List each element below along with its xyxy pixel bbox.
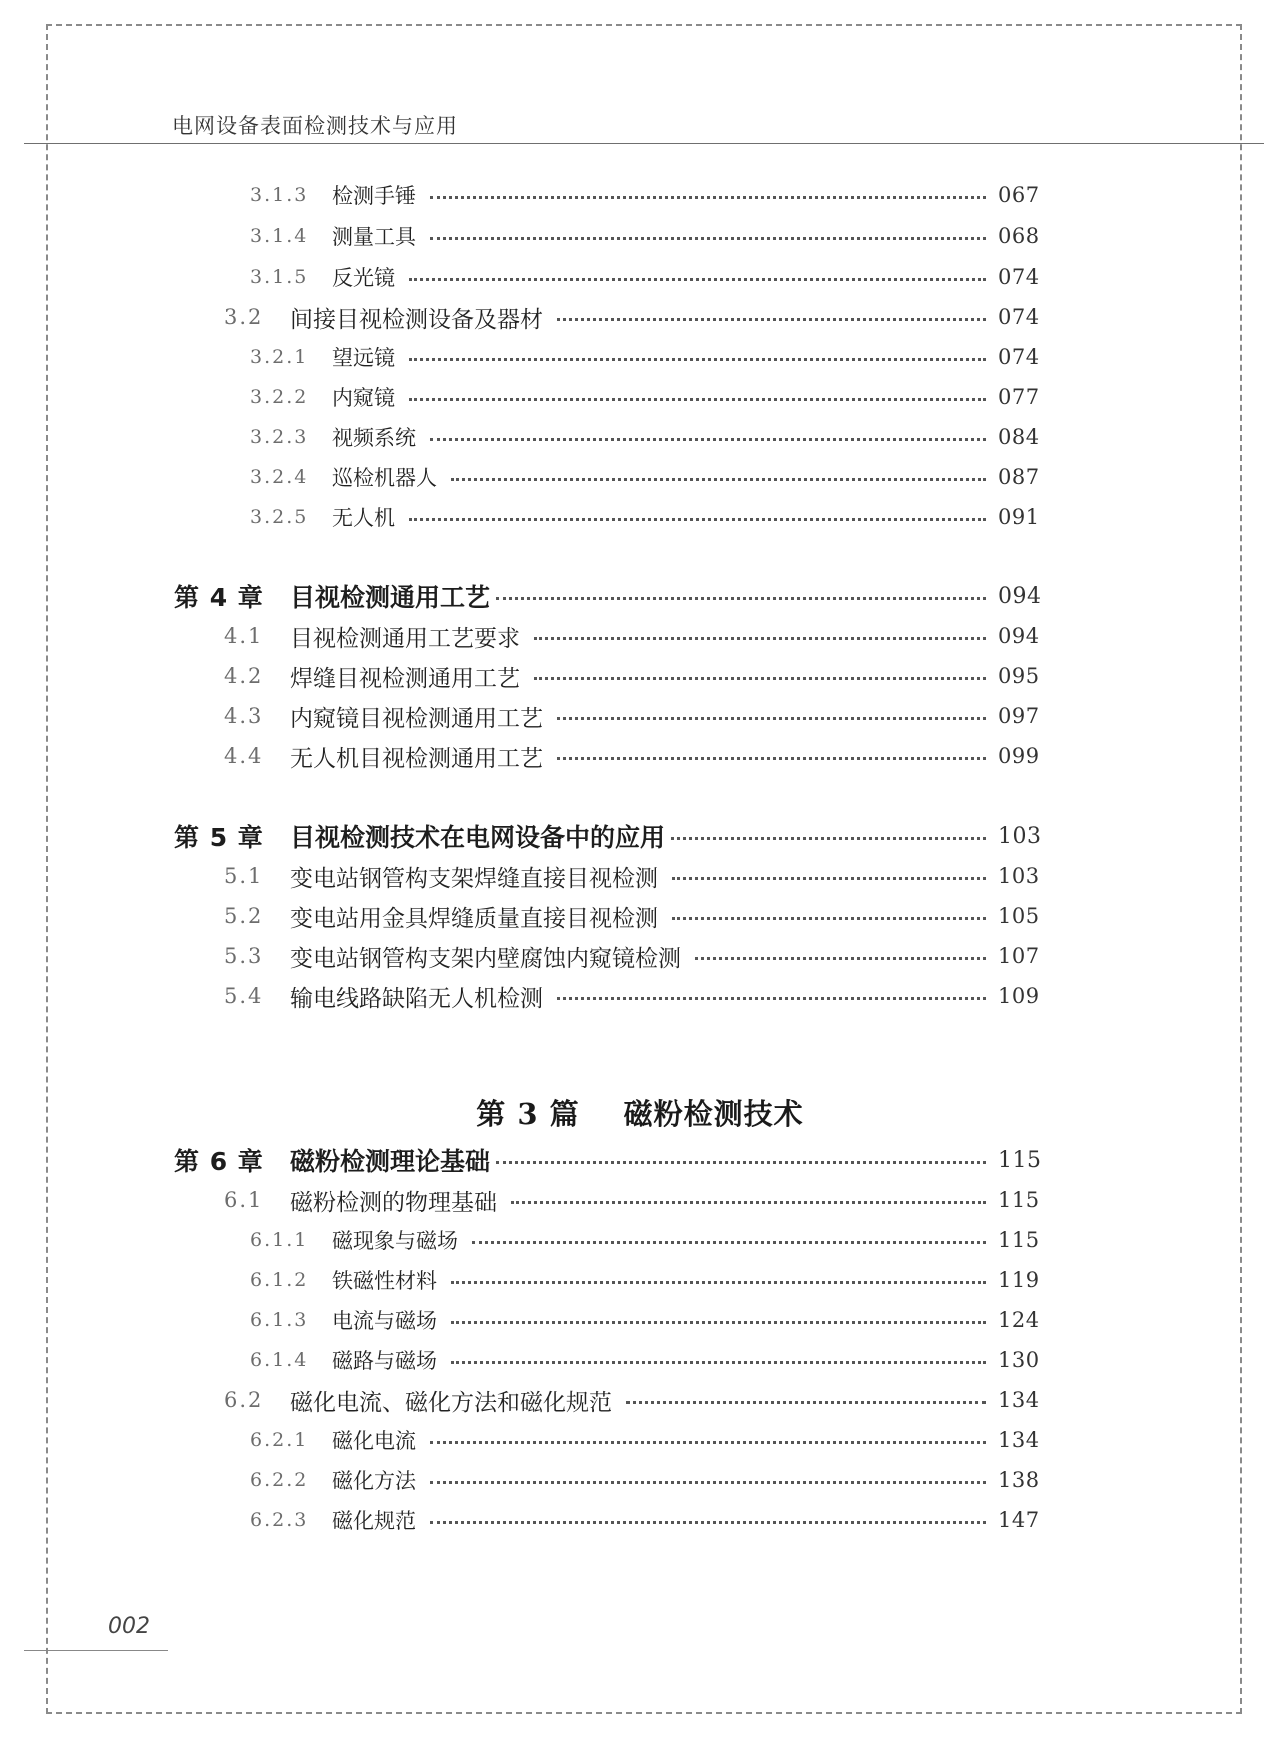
dot-leader [534, 637, 986, 640]
toc-entry-title: 磁现象与磁场 [332, 1229, 458, 1253]
dot-leader [557, 757, 986, 760]
toc-entry-title: 焊缝目视检测通用工艺 [290, 665, 520, 692]
toc-entry-page: 134 [998, 1388, 1040, 1412]
toc-entry-number: 3.1.5 [250, 266, 309, 288]
toc-entry-number: 第 5 章 [174, 823, 264, 852]
dot-leader [409, 278, 986, 281]
toc-entry[interactable] [0, 219, 1280, 253]
toc-entry-title: 目视检测技术在电网设备中的应用 [290, 823, 666, 852]
toc-entry-title: 磁化电流 [332, 1429, 416, 1453]
toc-entry[interactable] [0, 619, 1280, 653]
toc-entry-number: 5.3 [224, 944, 264, 968]
toc-entry-page: 067 [998, 183, 1040, 207]
toc-entry-number: 5.2 [224, 904, 264, 928]
toc-entry-page: 134 [998, 1428, 1040, 1452]
toc-entry-title: 变电站用金具焊缝质量直接目视检测 [290, 905, 658, 932]
toc-entry-page: 077 [998, 385, 1040, 409]
toc-entry-page: 124 [998, 1308, 1040, 1332]
toc-entry-title: 反光镜 [332, 266, 395, 290]
toc-entry[interactable] [0, 260, 1280, 294]
toc-entry-number: 3.2.5 [250, 506, 309, 528]
toc-entry-number: 6.2.1 [250, 1429, 309, 1451]
dot-leader [496, 1161, 986, 1164]
toc-entry-number: 6.2 [224, 1388, 264, 1412]
toc-chapter-entry[interactable] [0, 819, 1280, 853]
dot-leader [672, 877, 986, 880]
dot-leader [496, 597, 986, 600]
toc-entry-number: 3.2.4 [250, 466, 309, 488]
dot-leader [534, 677, 986, 680]
toc-entry[interactable] [0, 1383, 1280, 1417]
toc-entry-number: 6.1 [224, 1188, 264, 1212]
toc-entry-number: 3.1.4 [250, 225, 309, 247]
dot-leader [430, 1441, 986, 1444]
toc-entry-title: 磁路与磁场 [332, 1349, 437, 1373]
dot-leader [430, 1521, 986, 1524]
dot-leader [472, 1241, 986, 1244]
toc-entry[interactable] [0, 1223, 1280, 1257]
dot-leader [695, 957, 986, 960]
toc-entry-page: 097 [998, 704, 1040, 728]
toc-entry-page: 099 [998, 744, 1040, 768]
toc-entry[interactable] [0, 460, 1280, 494]
dot-leader [451, 478, 986, 481]
toc-entry-title: 输电线路缺陷无人机检测 [290, 985, 543, 1012]
toc-entry-title: 目视检测通用工艺要求 [290, 625, 520, 652]
toc-entry[interactable] [0, 699, 1280, 733]
toc-entry-number: 6.1.3 [250, 1309, 309, 1331]
dot-leader [511, 1201, 986, 1204]
dot-leader [671, 837, 986, 840]
toc-entry-page: 147 [998, 1508, 1040, 1532]
dot-leader [557, 997, 986, 1000]
toc-entry[interactable] [0, 380, 1280, 414]
toc-entry-title: 内窥镜 [332, 386, 395, 410]
toc-entry[interactable] [0, 178, 1280, 212]
toc-entry-title: 无人机 [332, 506, 395, 530]
toc-entry-page: 094 [998, 624, 1040, 648]
toc-entry-title: 磁化电流、磁化方法和磁化规范 [290, 1389, 612, 1416]
toc-entry-title: 变电站钢管构支架焊缝直接目视检测 [290, 865, 658, 892]
toc-entry-page: 130 [998, 1348, 1040, 1372]
toc-entry-number: 4.3 [224, 704, 264, 728]
toc-entry-page: 105 [998, 904, 1040, 928]
toc-entry-title: 测量工具 [332, 225, 416, 249]
dot-leader [430, 1481, 986, 1484]
toc-entry-page: 103 [998, 823, 1042, 849]
toc-entry-title: 磁化方法 [332, 1469, 416, 1493]
toc-entry[interactable] [0, 1463, 1280, 1497]
toc-entry-page: 109 [998, 984, 1040, 1008]
toc-entry[interactable] [0, 1423, 1280, 1457]
toc-entry-title: 磁化规范 [332, 1509, 416, 1533]
toc-entry-title: 检测手锤 [332, 184, 416, 208]
dot-leader [557, 318, 986, 321]
running-head: 电网设备表面检测技术与应用 [172, 114, 458, 138]
toc-entry[interactable] [0, 500, 1280, 534]
toc-entry[interactable] [0, 859, 1280, 893]
toc-entry-number: 3.1.3 [250, 184, 309, 206]
toc-entry-number: 6.1.4 [250, 1349, 309, 1371]
toc-entry-title: 巡检机器人 [332, 466, 437, 490]
footer-rule [24, 1650, 168, 1651]
toc-entry[interactable] [0, 1263, 1280, 1297]
toc-entry-page: 091 [998, 505, 1040, 529]
dot-leader [557, 717, 986, 720]
toc-entry-page: 095 [998, 664, 1040, 688]
toc-entry-title: 望远镜 [332, 346, 395, 370]
toc-entry-number: 第 6 章 [174, 1147, 264, 1176]
toc-entry-title: 磁粉检测理论基础 [290, 1147, 491, 1176]
toc-entry-number: 6.1.2 [250, 1269, 309, 1291]
toc-entry[interactable] [0, 1303, 1280, 1337]
toc-entry-title: 铁磁性材料 [332, 1269, 437, 1293]
toc-entry-number: 5.4 [224, 984, 264, 1008]
dot-leader [451, 1281, 986, 1284]
toc-entry[interactable] [0, 300, 1280, 334]
toc-entry[interactable] [0, 1503, 1280, 1537]
toc-entry-title: 变电站钢管构支架内壁腐蚀内窥镜检测 [290, 945, 681, 972]
toc-entry-number: 6.1.1 [250, 1229, 309, 1251]
toc-entry-page: 138 [998, 1468, 1040, 1492]
toc-entry-page: 115 [998, 1188, 1040, 1212]
toc-entry-page: 087 [998, 465, 1040, 489]
dot-leader [626, 1401, 986, 1404]
toc-chapter-entry[interactable] [0, 579, 1280, 613]
toc-entry-page: 074 [998, 345, 1040, 369]
dot-leader [409, 518, 986, 521]
toc-entry-number: 4.2 [224, 664, 264, 688]
toc-entry-number: 6.2.2 [250, 1469, 309, 1491]
toc-entry[interactable] [0, 1183, 1280, 1217]
toc-entry[interactable] [0, 340, 1280, 374]
part-label: 第 3 篇 [476, 1097, 580, 1131]
toc-entry-number: 3.2.3 [250, 426, 309, 448]
toc-entry-page: 068 [998, 224, 1040, 248]
toc-entry-page: 115 [998, 1147, 1042, 1173]
toc-entry-title: 视频系统 [332, 426, 416, 450]
dot-leader [451, 1321, 986, 1324]
toc-entry[interactable] [0, 659, 1280, 693]
toc-entry-number: 3.2.2 [250, 386, 309, 408]
dot-leader [451, 1361, 986, 1364]
toc-entry-title: 间接目视检测设备及器材 [290, 306, 543, 333]
dot-leader [672, 917, 986, 920]
toc-entry-title: 目视检测通用工艺 [290, 583, 491, 612]
toc-entry-title: 内窥镜目视检测通用工艺 [290, 705, 543, 732]
toc-entry[interactable] [0, 899, 1280, 933]
dot-leader [409, 398, 986, 401]
part-title: 磁粉检测技术 [623, 1097, 804, 1131]
dot-leader [430, 237, 986, 240]
toc-entry-number: 第 4 章 [174, 583, 264, 612]
page-number: 002 [108, 1614, 150, 1639]
dot-leader [430, 438, 986, 441]
dot-leader [409, 358, 986, 361]
toc-entry-page: 115 [998, 1228, 1040, 1252]
part-heading [0, 1092, 1280, 1133]
dot-leader [430, 196, 986, 199]
toc-entry[interactable] [0, 939, 1280, 973]
toc-entry-number: 4.4 [224, 744, 264, 768]
toc-entry-page: 119 [998, 1268, 1040, 1292]
toc-entry-page: 103 [998, 864, 1040, 888]
toc-chapter-entry[interactable] [0, 1143, 1280, 1177]
toc-entry-number: 6.2.3 [250, 1509, 309, 1531]
toc-entry-title: 无人机目视检测通用工艺 [290, 745, 543, 772]
toc-entry-page: 074 [998, 305, 1040, 329]
toc-entry-number: 4.1 [224, 624, 264, 648]
toc-entry-page: 074 [998, 265, 1040, 289]
toc-entry[interactable] [0, 1343, 1280, 1377]
toc-entry-page: 094 [998, 583, 1042, 609]
toc-entry-number: 3.2 [224, 305, 264, 329]
toc-entry[interactable] [0, 979, 1280, 1013]
toc-entry-page: 107 [998, 944, 1040, 968]
toc-entry-title: 磁粉检测的物理基础 [290, 1189, 497, 1216]
toc-entry[interactable] [0, 420, 1280, 454]
toc-entry-number: 3.2.1 [250, 346, 309, 368]
toc-entry-title: 电流与磁场 [332, 1309, 437, 1333]
toc-entry-number: 5.1 [224, 864, 264, 888]
toc-entry[interactable] [0, 739, 1280, 773]
toc-entry-page: 084 [998, 425, 1040, 449]
